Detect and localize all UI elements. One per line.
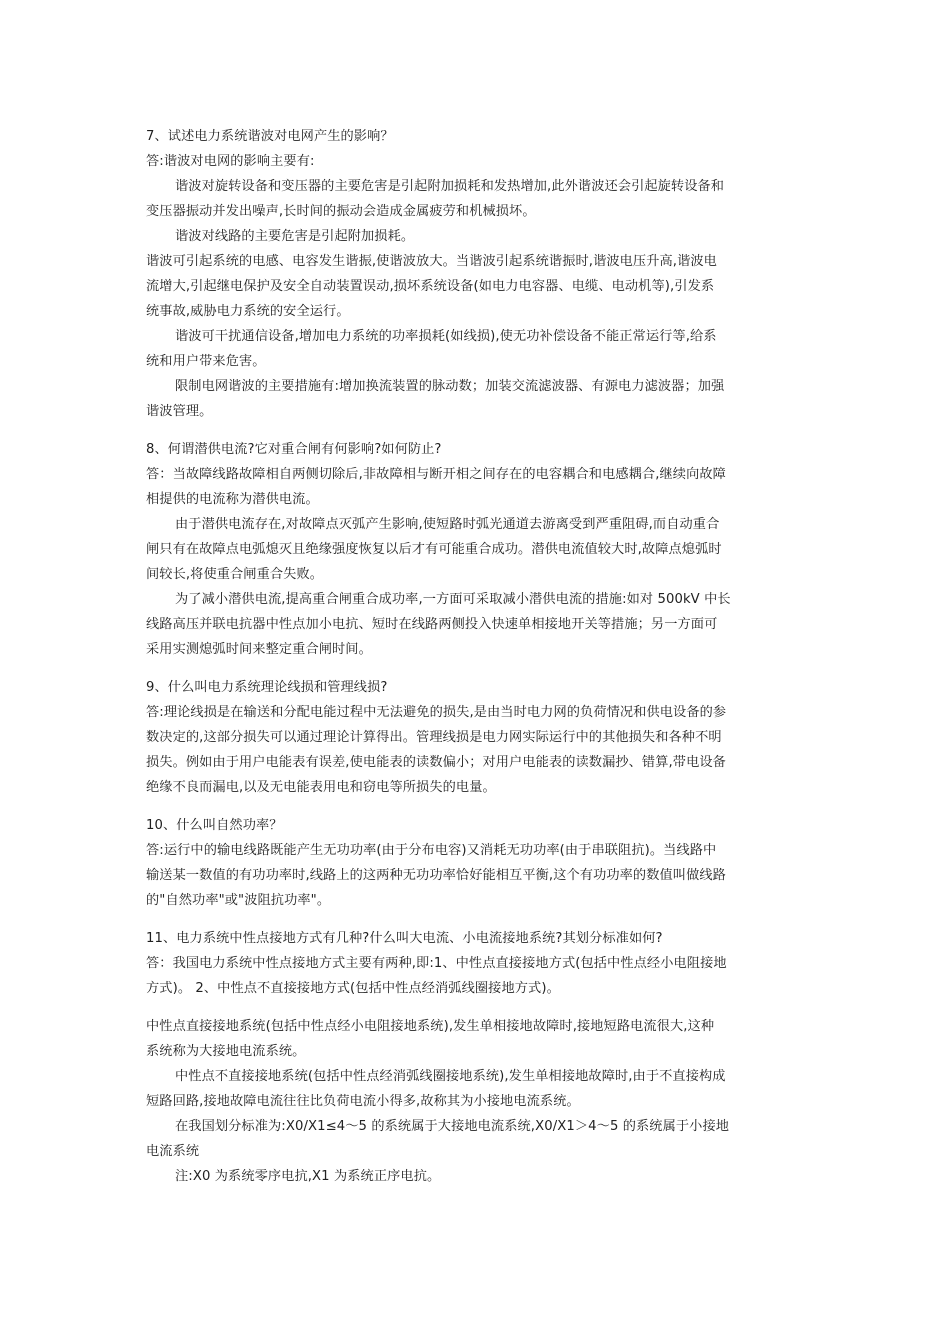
paragraph-line: 数决定的,这部分损失可以通过理论计算得出。管理线损是电力网实际运行中的其他损失和各种不明 [146, 730, 722, 745]
paragraph-line: 的"自然功率"或"波阻抗功率"。 [146, 893, 331, 908]
paragraph-line: 间较长,将使重合闸重合失败。 [146, 567, 324, 582]
paragraph-line: 流增大,引起继电保护及安全自动装置误动,损坏系统设备(如电力电容器、电缆、电动机等),引发系 [146, 279, 715, 294]
paragraph-line: 为了减小潜供电流,提高重合闸重合成功率,一方面可采取减小潜供电流的措施:如对 500kV 中长 [175, 592, 731, 607]
paragraph-line: 损失。例如由于用户电能表有误差,使电能表的读数偏小；对用户电能表的读数漏抄、错算,带电设备 [146, 755, 726, 770]
paragraph-line: 系统称为大接地电流系统。 [146, 1044, 306, 1059]
paragraph-line: 短路回路,接地故障电流往往比负荷电流小得多,故称其为小接地电流系统。 [146, 1094, 580, 1109]
question-heading: 10、什么叫自然功率？ [146, 818, 283, 833]
paragraph-line: 中性点不直接接地系统(包括中性点经消弧线圈接地系统),发生单相接地故障时,由于不直接构成 [175, 1069, 726, 1084]
paragraph-line: 谐波管理。 [146, 404, 213, 419]
qa-section [146, 813, 808, 913]
answer-line: 答:理论线损是在输送和分配电能过程中无法避免的损失,是由当时电力网的负荷情况和供电设备的参 [146, 705, 727, 720]
paragraph-line: 注:X0 为系统零序电抗,X1 为系统正序电抗。 [175, 1169, 441, 1184]
paragraph-line: 采用实测熄弧时间来整定重合闸时间。 [146, 642, 372, 657]
paragraph-line: 由于潜供电流存在,对故障点灭弧产生影响,使短路时弧光通道去游离受到严重阻碍,而自动重合 [175, 517, 720, 532]
paragraph-line: 中性点直接接地系统(包括中性点经小电阻接地系统),发生单相接地故障时,接地短路电流很大,这种 [146, 1019, 715, 1034]
paragraph-line: 方式)。 2、中性点不直接接地方式(包括中性点经消弧线圈接地方式)。 [146, 981, 560, 996]
question-heading: 8、何谓潜供电流?它对重合闸有何影响?如何防止? [146, 442, 442, 457]
paragraph-line: 变压器振动并发出噪声,长时间的振动会造成金属疲劳和机械损坏。 [146, 204, 536, 219]
paragraph-line: 相提供的电流称为潜供电流。 [146, 492, 319, 507]
paragraph-line: 谐波可引起系统的电感、电容发生谐振,使谐波放大。当谐波引起系统谐振时,谐波电压升高,谐波电 [146, 254, 717, 269]
paragraph-line: 限制电网谐波的主要措施有:增加换流装置的脉动数；加装交流滤波器、有源电力滤波器；加强 [175, 379, 725, 394]
qa-section [146, 124, 808, 424]
answer-line: 答：我国电力系统中性点接地方式主要有两种,即:1、中性点直接接地方式(包括中性点经小电阻接地 [146, 956, 727, 971]
question-heading: 7、试述电力系统谐波对电网产生的影响？ [146, 129, 394, 144]
qa-section [146, 437, 808, 662]
document-page [146, 124, 808, 1189]
question-heading: 9、什么叫电力系统理论线损和管理线损? [146, 680, 388, 695]
paragraph-line: 统和用户带来危害。 [146, 354, 266, 369]
qa-section [146, 675, 808, 800]
paragraph-line: 电流系统 [146, 1144, 200, 1159]
paragraph-line: 谐波可干扰通信设备,增加电力系统的功率损耗(如线损),使无功补偿设备不能正常运行等,给系 [175, 329, 717, 344]
question-heading: 11、电力系统中性点接地方式有几种?什么叫大电流、小电流接地系统?其划分标准如何? [146, 931, 663, 946]
paragraph-line: 线路高压并联电抗器中性点加小电抗、短时在线路两侧投入快速单相接地开关等措施；另一方面可 [146, 617, 718, 632]
answer-line: 答:运行中的输电线路既能产生无功功率(由于分布电容)又消耗无功功率(由于串联阻抗)。当线路中 [146, 843, 717, 858]
answer-line: 答：当故障线路故障相自两侧切除后,非故障相与断开相之间存在的电容耦合和电感耦合,继续向故障 [146, 467, 726, 482]
paragraph-line: 输送某一数值的有功功率时,线路上的这两种无功功率恰好能相互平衡,这个有功功率的数值叫做线路 [146, 868, 726, 883]
answer-line: 答:谐波对电网的影响主要有: [146, 154, 315, 169]
paragraph-line: 闸只有在故障点电弧熄灭且绝缘强度恢复以后才有可能重合成功。潜供电流值较大时,故障点熄弧时 [146, 542, 722, 557]
paragraph-line: 谐波对旋转设备和变压器的主要危害是引起附加损耗和发热增加,此外谐波还会引起旋转设备和 [175, 179, 725, 194]
paragraph-gap [146, 1001, 808, 1014]
qa-section [146, 926, 808, 1189]
paragraph-line: 统事故,威胁电力系统的安全运行。 [146, 304, 350, 319]
paragraph-line: 谐波对线路的主要危害是引起附加损耗。 [175, 229, 415, 244]
paragraph-line: 在我国划分标准为:X0/X1≤4～5 的系统属于大接地电流系统,X0/X1＞4～5 的系统属于小接地 [175, 1119, 730, 1134]
paragraph-line: 绝缘不良而漏电,以及无电能表用电和窃电等所损失的电量。 [146, 780, 496, 795]
